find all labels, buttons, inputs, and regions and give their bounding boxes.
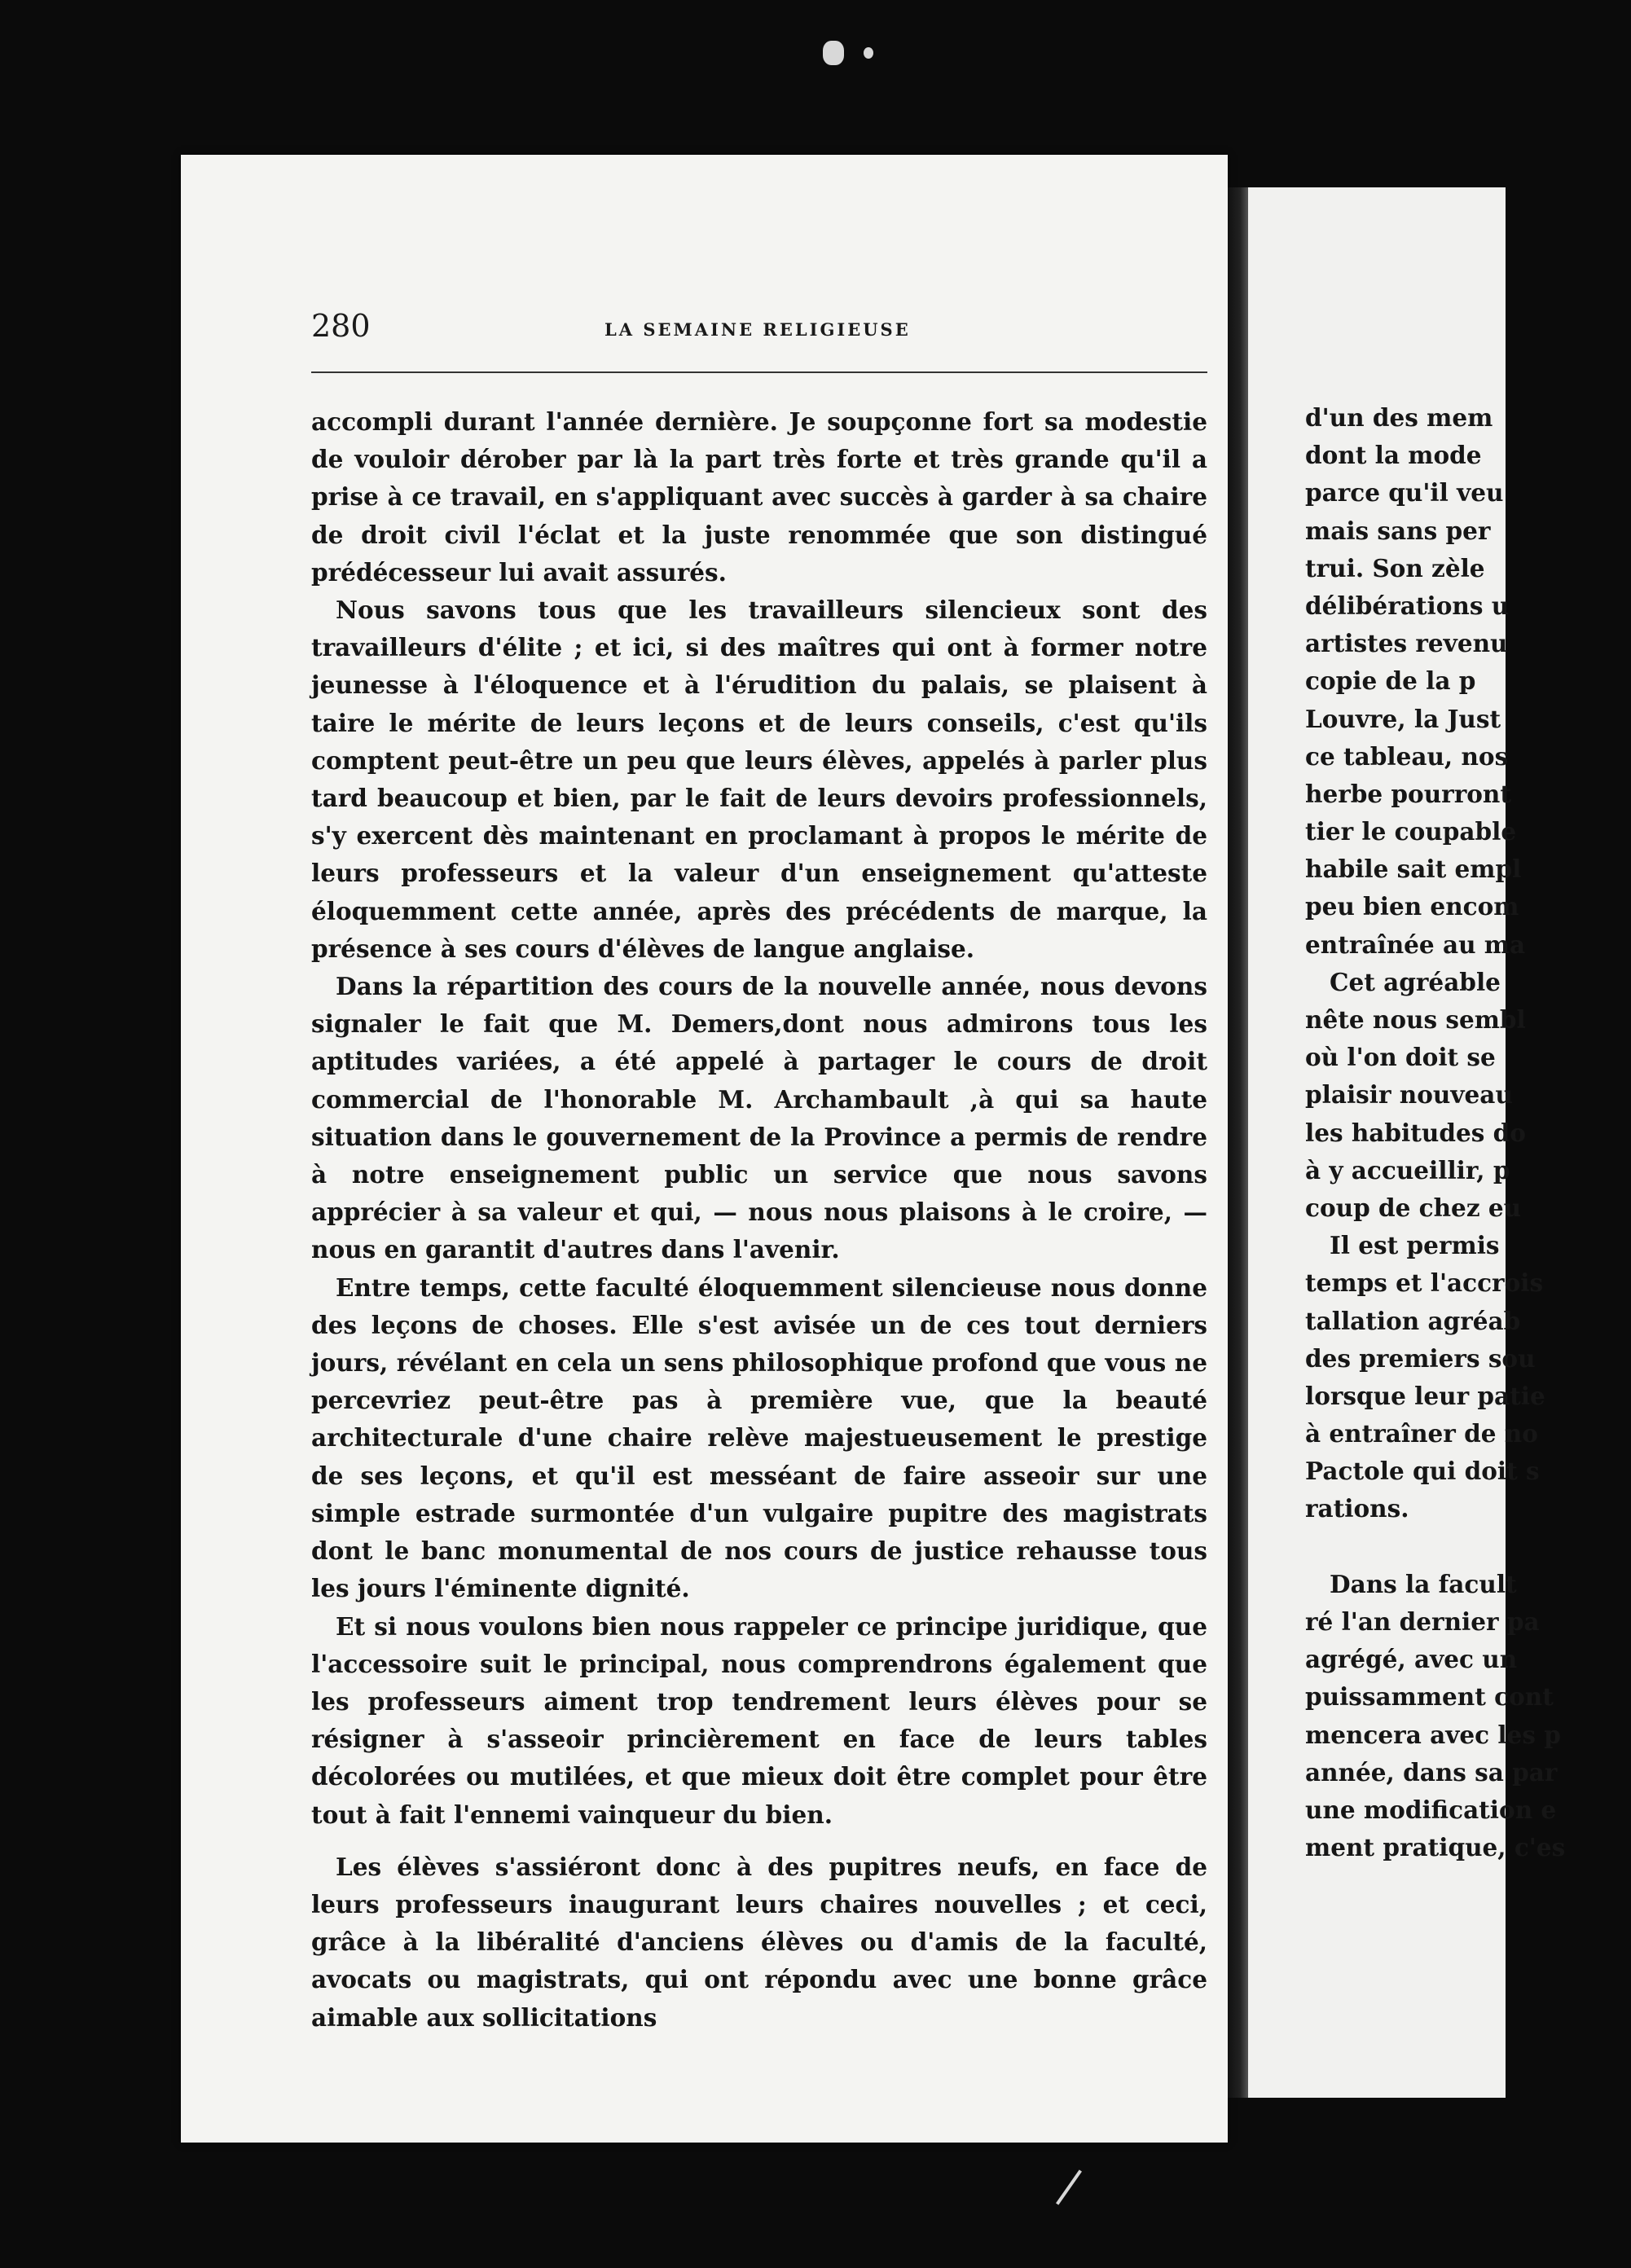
text-line: Il est permis: [1330, 1231, 1500, 1260]
left-page: [181, 155, 1228, 2143]
text-line: année, dans sa par: [1305, 1757, 1558, 1787]
text-line: trui. Son zèle: [1305, 553, 1485, 582]
text-line: ce tableau, nos: [1305, 741, 1509, 771]
text-line: les habitudes do: [1305, 1118, 1526, 1147]
text-line: dont la mode: [1305, 441, 1482, 470]
text-line: temps et l'accrois: [1305, 1268, 1544, 1298]
text-line: copie de la p: [1305, 666, 1476, 696]
text-line: habile sait empl: [1305, 855, 1522, 884]
page-number: 280: [311, 308, 371, 344]
text-line: des premiers sou: [1305, 1343, 1536, 1373]
body-text: [311, 403, 1207, 2037]
text-line: délibérations u: [1305, 591, 1510, 620]
text-line: peu bien encom: [1305, 892, 1519, 921]
text-line: à entraîner de no: [1305, 1419, 1538, 1448]
text-line: nête nous sembl: [1305, 1005, 1526, 1034]
blank-line: [1305, 1528, 1631, 1566]
text-line: Dans la facult: [1330, 1569, 1517, 1598]
page-header: [311, 308, 1207, 349]
text-line: Louvre, la Just: [1305, 704, 1501, 733]
running-title: LA SEMAINE RELIGIEUSE: [604, 319, 911, 340]
scan-speck: [864, 47, 873, 59]
text-line: ment pratique, c'es: [1305, 1833, 1566, 1862]
paragraph: Entre temps, cette faculté éloquemment silencieuse nous donne des leçons de choses. Elle s'est avisée un de ces tout derniers jours, révélant en cela un sens philosophique profond que vous ne percevriez peut-être pas à première vue, que la beauté architecturale d'une chaire relève majestueusement le prestige de ses leçons, et qu'il est messéant de faire asseoir sur une simple estrade surmontée d'un vulgaire pupitre des magistrats dont le banc monumental de nos cours de justice rehausse tous les jours l'éminente dignité.: [311, 1272, 1207, 1603]
text-line: tallation agréab: [1305, 1306, 1521, 1335]
text-line: une modification e: [1305, 1795, 1557, 1824]
text-line: d'un des mem: [1305, 403, 1493, 432]
paragraph: Dans la répartition des cours de la nouvelle année, nous devons signaler le fait que M. Demers,dont nous admirons tous les aptitudes variées, a été appelé à partager le cours de droit commercial de l'honorable M. Archambault ,à qui sa haute situation dans le gouvernement de la Province a permis de rendre à notre enseignement public un service que nous savons apprécier à sa valeur et qui, — nous nous plaisons à le croire, — nous en garantit d'autres dans l'avenir.: [311, 972, 1207, 1264]
text-line: mais sans per: [1305, 516, 1491, 545]
text-line: plaisir nouveau: [1305, 1080, 1513, 1110]
text-line: Cet agréable: [1330, 967, 1501, 996]
text-line: entraînée au ma: [1305, 930, 1526, 959]
text-line: agrégé, avec un: [1305, 1645, 1518, 1674]
text-line: Pactole qui doit s: [1305, 1457, 1540, 1486]
right-page: [1248, 187, 1566, 2098]
paragraph: Les élèves s'assiéront donc à des pupitres neufs, en face de leurs professeurs inaugurant leurs chaires nouvelles ; et ceci, grâce à la libéralité d'anciens élèves ou d'amis de la faculté, avocats ou magistrats, qui ont répondu avec une bonne grâce aimable aux sollicitations: [311, 1852, 1207, 2032]
text-line: parce qu'il veu: [1305, 478, 1504, 508]
paragraph: Nous savons tous que les travailleurs silencieux sont des travailleurs d'élite ; et ici, si des maîtres qui ont à former notre jeunesse à l'éloquence et à l'érudition du palais, se plaisent à taire le mérite de leurs leçons et de leurs conseils, c'est qu'ils comptent peut-être un peu que leurs élèves, appelés à parler plus tard beaucoup et bien, par le fait de leurs devoirs professionnels, s'y exercent dès maintenant en proclamant à propos le mérite de leurs professeurs et la valeur d'un enseignement qu'atteste éloquemment cette année, après des précédents de marque, la présence à ses cours d'élèves de langue anglaise.: [311, 596, 1207, 963]
text-line: ré l'an dernier pa: [1305, 1607, 1540, 1636]
text-line: à y accueillir, p: [1305, 1155, 1510, 1185]
text-line: rations.: [1305, 1494, 1409, 1523]
text-line: artistes revenu: [1305, 629, 1508, 658]
text-line: mencera avec les p: [1305, 1720, 1561, 1749]
header-rule: [311, 371, 1207, 373]
scan-speck: [1056, 2169, 1082, 2204]
text-line: puissamment cont: [1305, 1682, 1554, 1712]
gutter-shadow: [1228, 187, 1248, 2098]
text-line: lorsque leur patie: [1305, 1381, 1545, 1410]
paragraph: accompli durant l'année dernière. Je soupçonne fort sa modestie de vouloir dérober par là la part très forte et très grande qu'il a prise à ce travail, en s'appliquant avec succès à garder à sa chaire de droit civil l'éclat et la juste renommée que son distingué prédécesseur lui avait assurés.: [311, 407, 1207, 587]
text-line: où l'on doit se: [1305, 1043, 1496, 1072]
text-line: tier le coupable: [1305, 817, 1517, 846]
text-line: coup de chez eu: [1305, 1193, 1522, 1222]
scan-speck: [823, 41, 844, 65]
paragraph: Et si nous voulons bien nous rappeler ce principe juridique, que l'accessoire suit le principal, nous comprendrons également que les professeurs aiment trop tendrement leurs élèves pour se résigner à s'asseoir princièrement en face de leurs tables décolorées ou mutilées, et que mieux doit être complet pour être tout à fait l'ennemi vainqueur du bien.: [311, 1611, 1207, 1829]
text-line: herbe pourront: [1305, 779, 1512, 808]
right-page-text: [1305, 399, 1631, 1866]
